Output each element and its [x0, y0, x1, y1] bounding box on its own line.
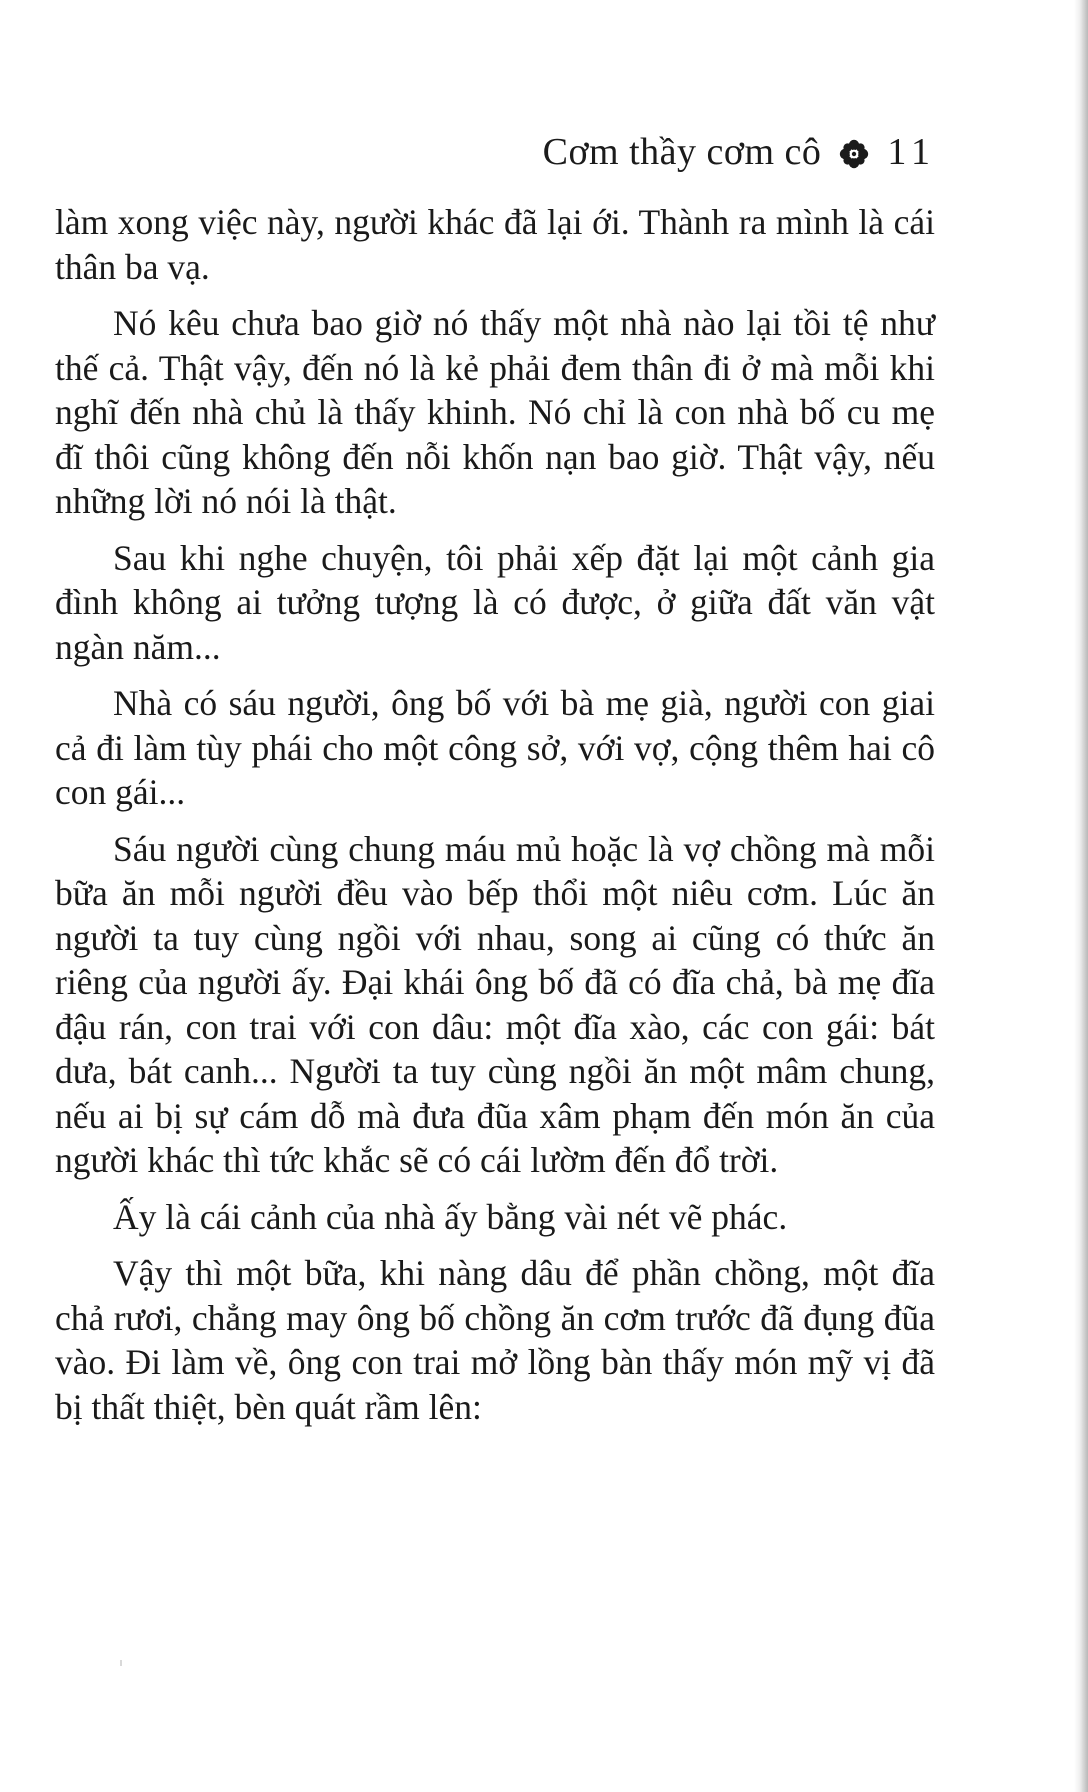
paragraph: Ấy là cái cảnh của nhà ấy bằng vài nét vẽ phác.	[113, 1196, 788, 1237]
running-header	[543, 128, 936, 176]
scan-speck	[120, 1660, 122, 1666]
paragraph: Vậy thì một bữa, khi nàng dâu để phần chồng, một đĩa chả rươi, chẳng may ông bố chồng ăn cơm trước đã đụng đũa vào. Đi làm về, ông con trai mở lồng bàn thấy món mỹ vị đã bị thất thiệt, bèn quát rầm lên:	[55, 1253, 935, 1427]
flower-ornament-icon	[839, 137, 869, 167]
paragraph: làm xong việc này, người khác đã lại ới. Thành ra mình là cái thân ba vạ.	[55, 202, 935, 287]
paragraph: Sáu người cùng chung máu mủ hoặc là vợ chồng mà mỗi bữa ăn mỗi người đều vào bếp thổi một niêu cơm. Lúc ăn người ta tuy cùng ngồi với nhau, song ai cũng có thức ăn riêng của người ấy. Đại khái ông bố đã có đĩa chả, bà mẹ đĩa đậu rán, con trai với con dâu: một đĩa xào, các con gái: bát dưa, bát canh... Người ta tuy cùng ngồi ăn một mâm chung, nếu ai bị sự cám dỗ mà đưa đũa xâm phạm đến món ăn của người khác thì tức khắc sẽ có cái lườm đến đổ trời.	[55, 828, 935, 1180]
paragraph: Nó kêu chưa bao giờ nó thấy một nhà nào lại tồi tệ như thế cả. Thật vậy, đến nó là kẻ phải đem thân đi ở mà mỗi khi nghĩ đến nhà chủ là thấy khinh. Nó chỉ là con nhà bố cu mẹ đĩ thôi cũng không đến nỗi khốn nạn bao giờ. Thật vậy, nếu những lời nó nói là thật.	[55, 303, 935, 521]
paragraph: Sau khi nghe chuyện, tôi phải xếp đặt lại một cảnh gia đình không ai tưởng tượng là có được, ở giữa đất văn vật ngàn năm...	[55, 537, 935, 667]
page-number: 11	[887, 131, 936, 173]
page-edge-shadow	[1074, 0, 1088, 1792]
running-header-title: Cơm thầy cơm cô	[542, 131, 822, 173]
body-text	[55, 200, 935, 1441]
paragraph: Nhà có sáu người, ông bố với bà mẹ già, người con giai cả đi làm tùy phái cho một công sở, với vợ, cộng thêm hai cô con gái...	[55, 683, 935, 812]
